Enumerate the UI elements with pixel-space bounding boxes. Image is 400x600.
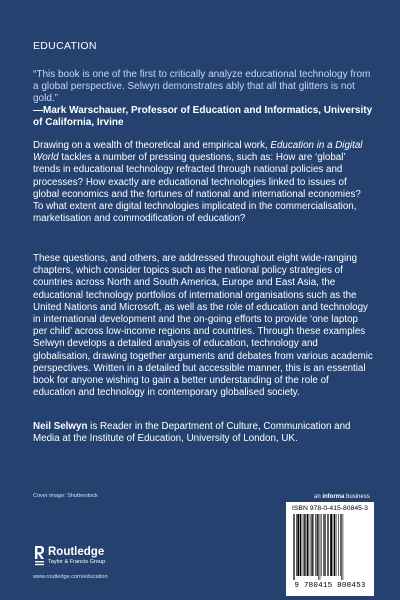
author-bio <box>33 421 373 445</box>
barcode-bar <box>304 514 305 576</box>
endorsement-quote: “This book is one of the first to critically analyze educational technology from a global perspective. Selwyn demonstrates ably that all that glitters is not gold.” <box>33 69 371 104</box>
description-text: Drawing on a wealth of theoretical and empirical work, <box>33 140 271 151</box>
barcode-bar <box>294 514 295 580</box>
barcode-bar <box>327 514 328 576</box>
isbn-barcode <box>286 502 374 596</box>
barcode-bar <box>297 514 299 576</box>
barcode-bar <box>323 514 324 576</box>
informa-suffix: business <box>344 494 370 500</box>
publisher-group: Taylor & Francis Group <box>48 559 106 565</box>
barcode-bar <box>330 514 332 576</box>
barcode-bar <box>340 514 341 576</box>
category-label: EDUCATION <box>33 40 97 52</box>
barcode-bar <box>341 514 342 580</box>
description-text: tackles a number of pressing questions, such as: How are ‘global’ trends in educational technology refracted through national policies and processes? How exactly are educational technologies linked to issues of global economics and the fortunes of national and international economies? To what extent are digital technologies implicated in the commercialisation, marketisation and commodification of education? <box>33 152 361 225</box>
publisher-logo <box>33 545 153 569</box>
barcode-bars <box>289 514 371 580</box>
description-paragraph-1 <box>33 140 373 225</box>
author-name: Neil Selwyn <box>33 421 88 432</box>
barcode-bar <box>343 514 344 580</box>
barcode-bar <box>296 514 297 576</box>
cover-credit: Cover image: Shutterstock <box>33 493 98 499</box>
barcode-bar <box>293 514 294 580</box>
barcode-bar <box>317 514 318 576</box>
barcode-bar <box>338 514 339 576</box>
barcode-bar <box>333 514 334 576</box>
barcode-bar <box>321 514 322 576</box>
barcode-bar <box>311 514 312 576</box>
barcode-bar <box>307 514 309 576</box>
barcode-bar <box>315 514 316 576</box>
barcode-bar <box>320 514 321 580</box>
barcode-bar <box>334 514 335 576</box>
routledge-r-icon <box>33 545 45 567</box>
barcode-bar <box>305 514 306 576</box>
barcode-bar <box>300 514 301 576</box>
barcode-bar <box>318 514 319 580</box>
publisher-name: Routledge <box>48 546 105 558</box>
informa-prefix: an <box>314 494 323 500</box>
informa-name: informa <box>322 494 345 500</box>
book-title: Education in a Digital World <box>33 140 363 164</box>
barcode-bar <box>325 514 326 576</box>
author-bio-text: is Reader in the Department of Culture, Communication and Media at the Institute of Education, University of London, UK. <box>33 421 351 445</box>
isbn-label: ISBN 978-0-415-80845-3 <box>292 505 368 512</box>
barcode-bar <box>302 514 303 576</box>
description-paragraph-2: These questions, and others, are addressed throughout eight wide-ranging chapters, which consider topics such as the national policy strategies of countries across North and South America, Europe and East Asia, the educational technology portfolios of international organisations such as the United Nations and Microsoft, as well as the role of education and technology in international development and the on-going efforts to provide ‘one laptop per child’ across low-income regions and countries. Through these examples Selwyn develops a detailed analysis of education, technology and globalisation, drawing together arguments and debates from various academic perspectives. Written in a detailed but accessible manner, this is an essential book for anyone wishing to gain a better understanding of the role of education and technology in contemporary globalised society. <box>33 253 373 399</box>
barcode-bar <box>336 514 337 576</box>
barcode-bar <box>312 514 313 576</box>
barcode-bar <box>310 514 311 576</box>
endorsement-attribution: —Mark Warschauer, Professor of Education and Informatics, University of California, Irvine <box>33 105 373 128</box>
publisher-url: www.routledge.com/education <box>33 574 108 580</box>
informa-business-label <box>314 494 370 500</box>
barcode-bar <box>328 514 329 576</box>
barcode-digits: 9 780415 808453 <box>294 582 366 590</box>
